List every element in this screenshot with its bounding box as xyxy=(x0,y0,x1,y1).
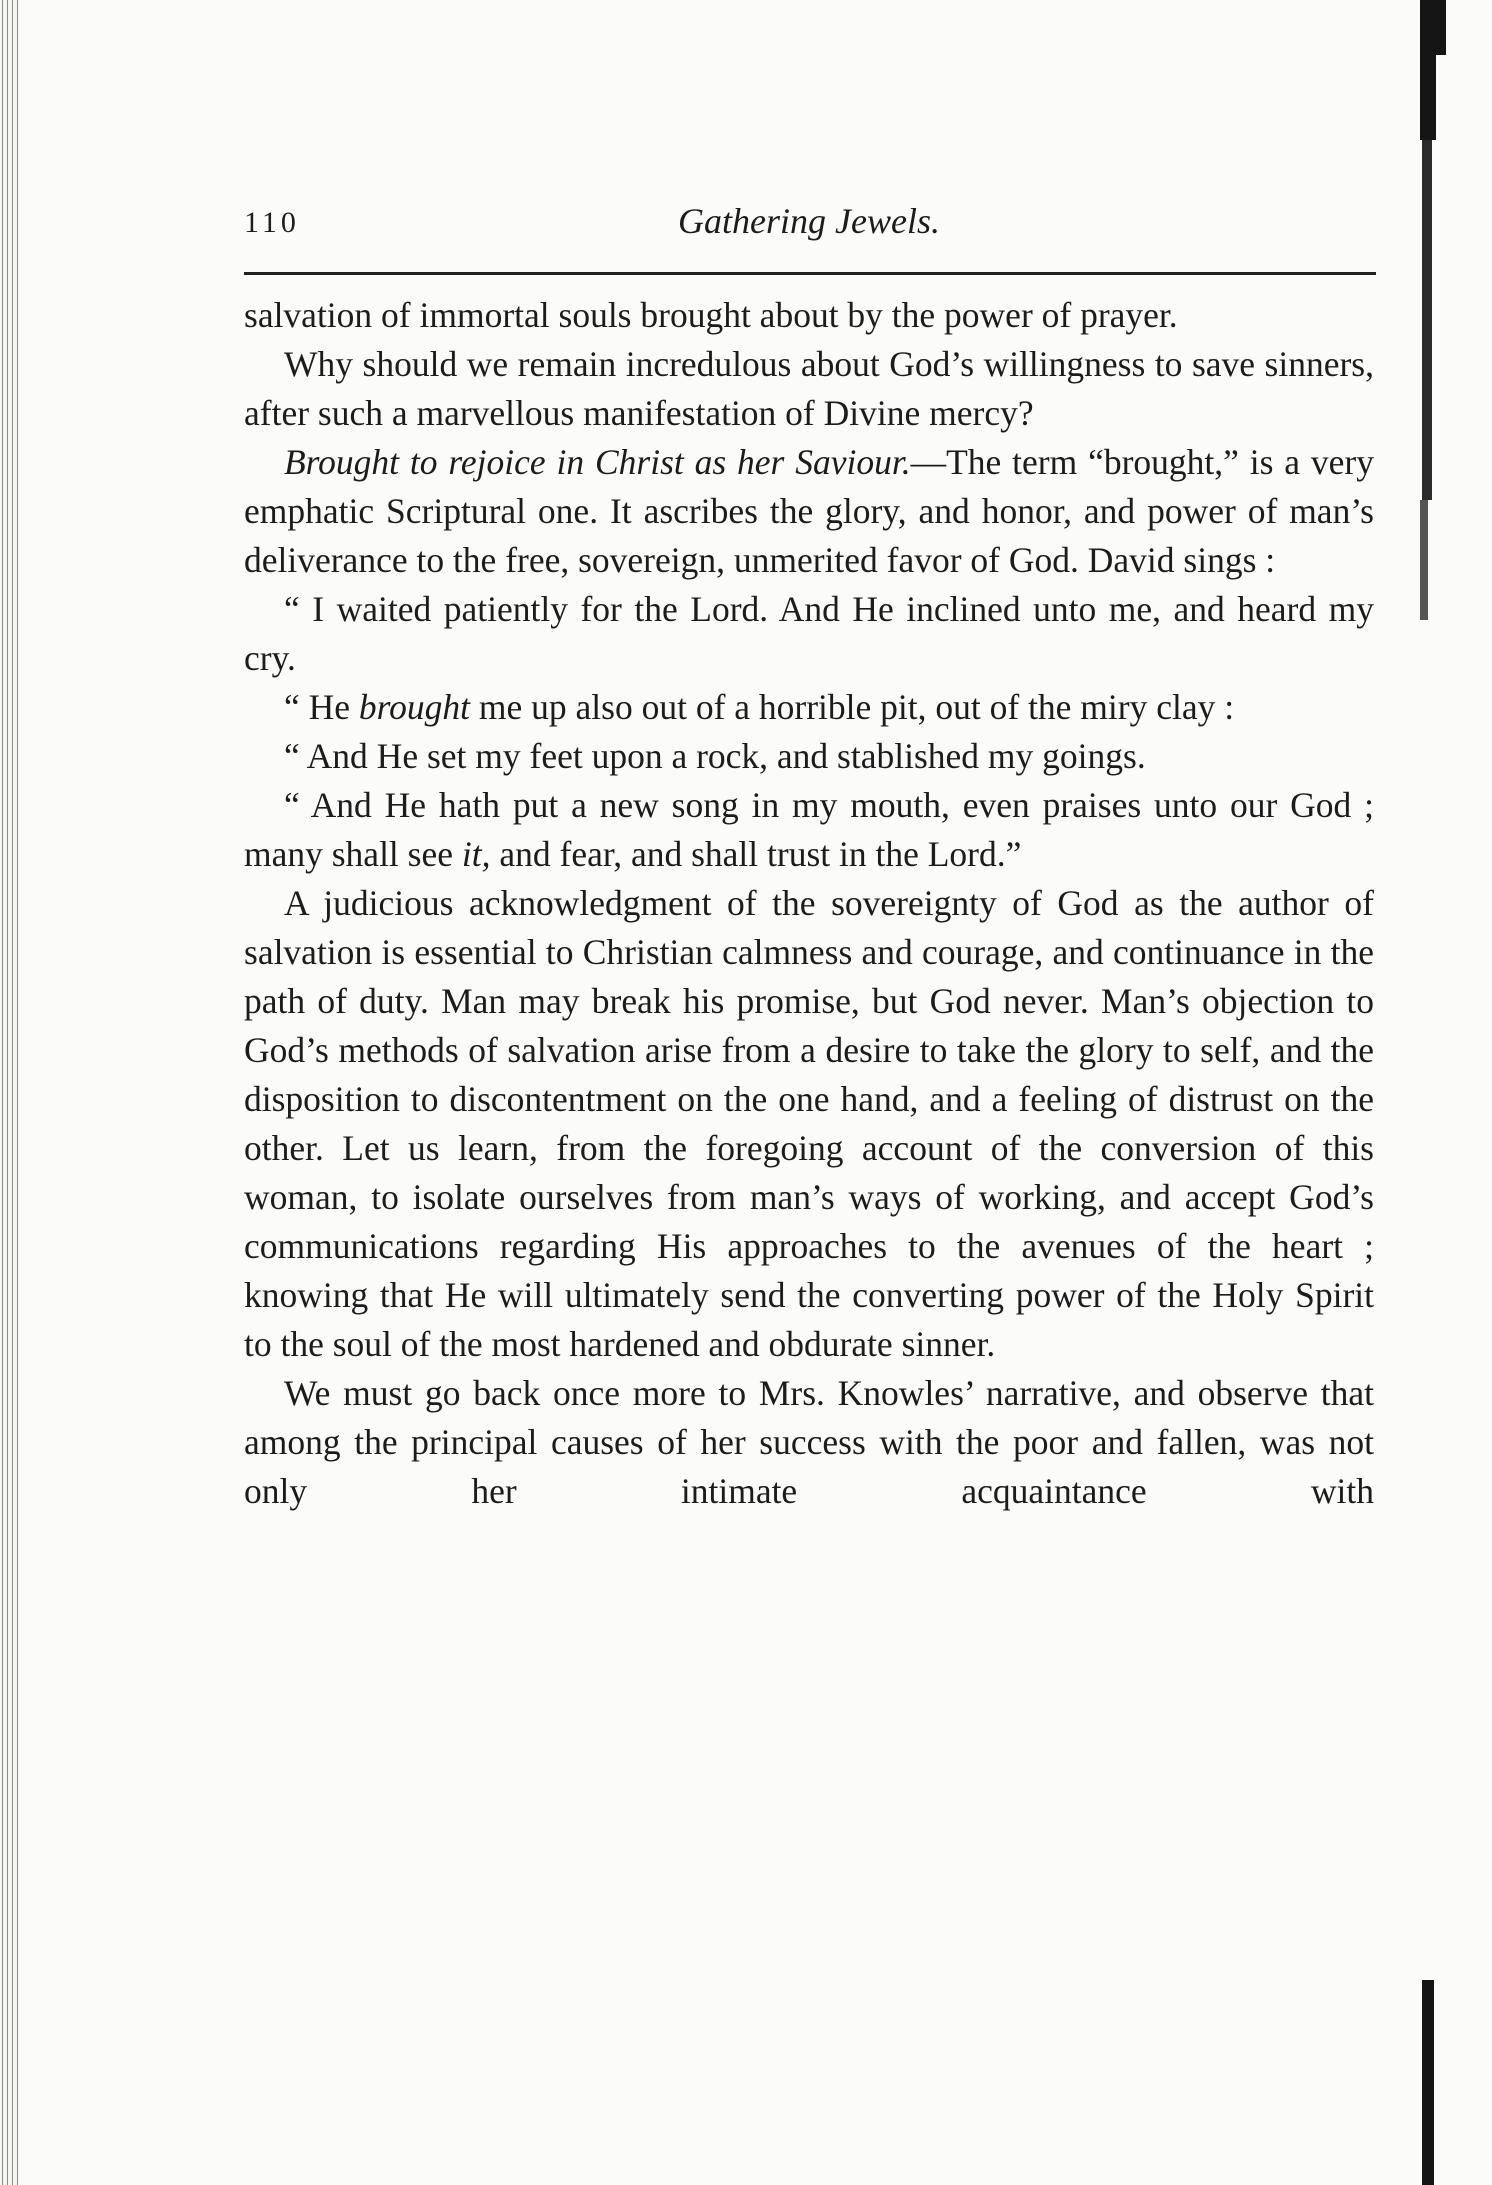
quote-2-before: “ He xyxy=(284,687,359,727)
quote-4-after: and fear, and shall trust in the Lord.” xyxy=(490,834,1022,874)
quote-4-italic: it, xyxy=(461,834,491,874)
quote-paragraph-1: “ I waited patiently for the Lord. And He inclined unto me, and heard my cry. xyxy=(244,589,1374,678)
page-left-edge xyxy=(0,0,18,2185)
quote-paragraph-2 xyxy=(244,683,1374,732)
quote-paragraph-4 xyxy=(244,781,1374,879)
quote-2-italic: brought xyxy=(358,687,471,727)
paragraph-3-text: —The term “brought,” is a very emphatic Scriptural one. It ascribes the glory, and honor, and power of man’s deliverance to the free, sovereign, unmerited favor of God. David sings : xyxy=(244,442,1375,580)
body-text xyxy=(244,291,1374,1516)
header-rule xyxy=(244,272,1376,275)
quote-4-before: “ And He hath put a new song in my mouth, even praises unto our God ; many shall see xyxy=(244,785,1374,874)
paragraph-1: salvation of immortal souls brought about by the power of prayer. xyxy=(244,295,1178,335)
page-header xyxy=(244,200,1374,250)
paragraph-2: Why should we remain incredulous about God’s willingness to save sinners, after such a marvellous manifestation of Divine mercy? xyxy=(244,344,1374,433)
italic-lead: Brought to rejoice in Christ as her Saviour. xyxy=(284,442,911,482)
paragraph-3 xyxy=(244,438,1374,585)
page-number: 110 xyxy=(244,206,300,239)
running-title: Gathering Jewels. xyxy=(678,201,940,241)
quote-2-after: me up also out of a horrible pit, out of the miry clay : xyxy=(470,687,1235,727)
paragraph-9: We must go back once more to Mrs. Knowles’ narrative, and observe that among the principal causes of her success with the poor and fallen, was not only her intimate acquaintance with xyxy=(244,1373,1374,1511)
quote-paragraph-3: “ And He set my feet upon a rock, and stablished my goings. xyxy=(284,736,1146,776)
paragraph-8: A judicious acknowledgment of the sovereignty of God as the author of salvation is essential to Christian calmness and courage, and continuance in the path of duty. Man may break his promise, but God never. Man’s objection to God’s methods of salvation arise from a desire to take the glory to self, and the disposition to discontentment on the one hand, and a feeling of distrust on the other. Let us learn, from the foregoing account of the conversion of this woman, to isolate ourselves from man’s ways of working, and accept God’s communications regarding His approaches to the avenues of the heart ; knowing that He will ultimately send the converting power of the Holy Spirit to the soul of the most hardened and obdurate sinner. xyxy=(244,883,1374,1364)
page-right-edge-binding xyxy=(1410,0,1492,2185)
